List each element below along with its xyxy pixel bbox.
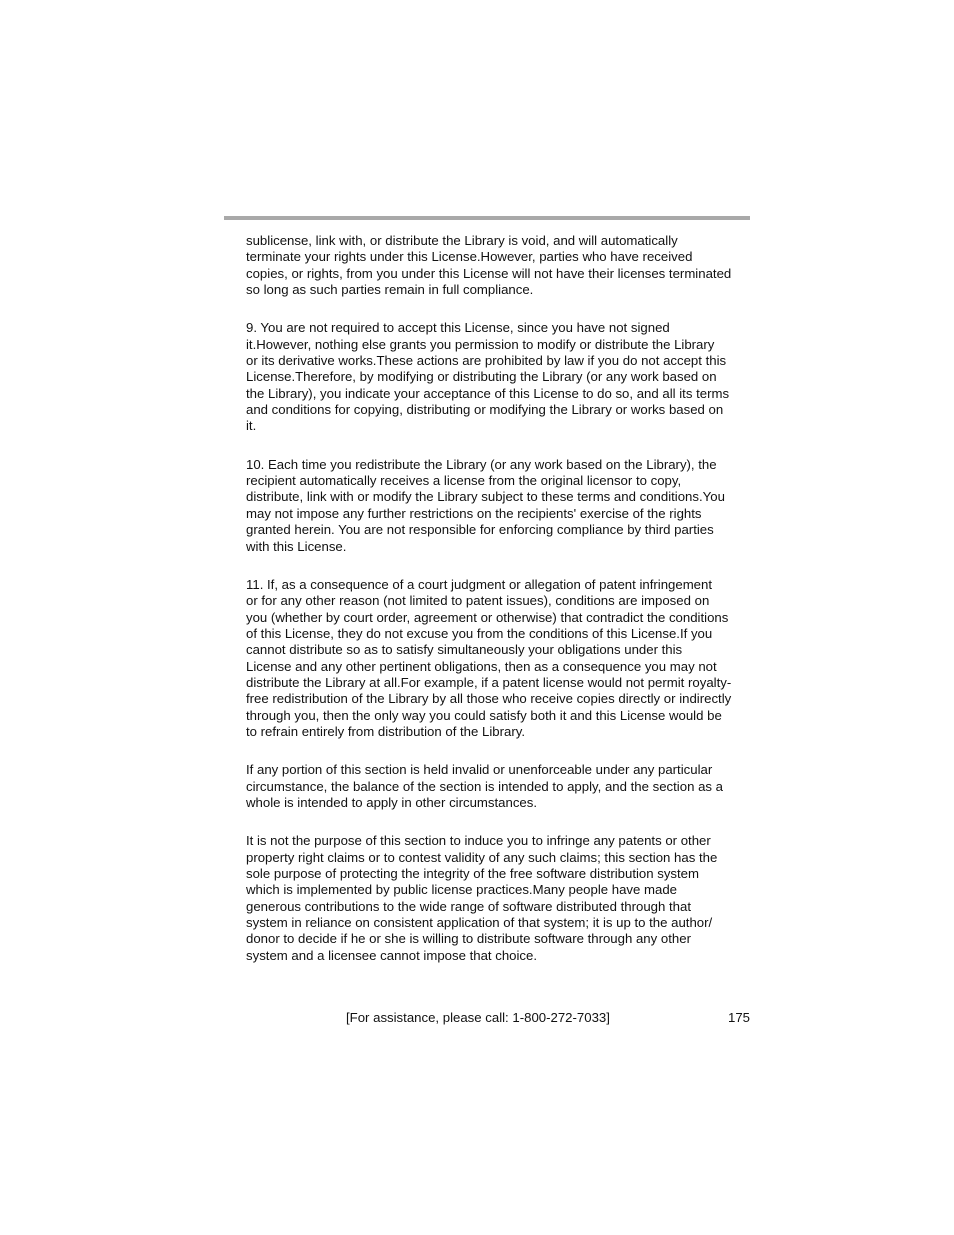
paragraph-section-11-purpose: It is not the purpose of this section to induce you to infringe any patents or other property right claims or to contest validity of any such claims; this section has the sole purpose of protecting the integrity of the free software distribution system which is implemented by public license practices.Many people have made generous contributions to the wide range of software distributed through that system in reliance on consistent application of that system; it is up to the author/ donor to decide if he or she is willing to distribute software through any other system and a licensee cannot impose that choice. bbox=[246, 833, 718, 963]
page-number: 175 bbox=[727, 1010, 750, 1025]
paragraph-section-10: 10. Each time you redistribute the Library (or any work based on the Library), the recipient automatically receives a license from the original licensor to copy, distribute, link with or modify the Library subject to these terms and conditions.You may not impose any further restrictions on the recipients' exercise of the rights granted herein. You are not responsible for enforcing compliance by third parties with this License. bbox=[246, 456, 725, 554]
paragraph-section-11-invalid-portion: If any portion of this section is held invalid or unenforceable under any particular circumstance, the balance of the section is intended to apply, and the section as a whole is intended to apply in other circumstances. bbox=[246, 762, 723, 810]
header-rule bbox=[224, 216, 750, 220]
footer-assistance-text: [For assistance, please call: 1-800-272-7033] bbox=[346, 1010, 610, 1025]
paragraph-section-9: 9. You are not required to accept this License, since you have not signed it.However, nothing else grants you permission to modify or distribute the Library or its derivative works.These actions are prohibited by law if you do not accept this License.Therefore, by modifying or distributing the Library (or any work based on the Library), you indicate your acceptance of this License to do so, and all its terms and conditions for copying, distributing or modifying the Library or works based on it. bbox=[246, 320, 730, 434]
paragraph-section-8-continued: sublicense, link with, or distribute the Library is void, and will automatically terminate your rights under this License.However, parties who have received copies, or rights, from you under this License will not have their licenses terminated so long as such parties remain in full compliance. bbox=[246, 233, 732, 298]
paragraph-section-11: 11. If, as a consequence of a court judgment or allegation of patent infringement or for any other reason (not limited to patent issues), conditions are imposed on you (whether by court order, agreement or otherwise) that contradict the conditions of this License, they do not excuse you from the conditions of this License.If you cannot distribute so as to satisfy simultaneously your obligations under this License and any other pertinent obligations, then as a consequence you may not distribute the Library at all.For example, if a patent license would not permit royalty- free redistribution of the Library by all those who receive copies directly or indirectly through you, then the only way you could satisfy both it and this License would be to refrain entirely from distribution of the Library. bbox=[246, 576, 732, 739]
page-body bbox=[246, 233, 752, 986]
